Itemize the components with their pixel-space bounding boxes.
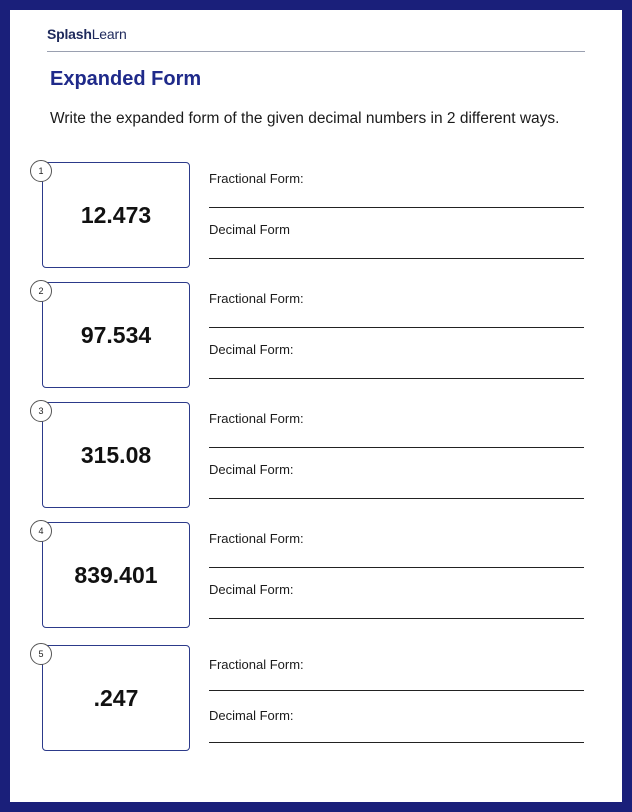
number-box: .247 xyxy=(42,645,190,751)
decimal-form-answer-line[interactable] xyxy=(209,618,584,619)
brand-logo xyxy=(47,26,127,42)
decimal-form-answer-line[interactable] xyxy=(209,742,584,743)
fractional-form-label: Fractional Form: xyxy=(209,411,304,426)
problem-4 xyxy=(10,522,622,632)
fractional-form-label: Fractional Form: xyxy=(209,291,304,306)
fractional-form-label: Fractional Form: xyxy=(209,531,304,546)
decimal-form-label: Decimal Form: xyxy=(209,462,294,477)
decimal-form-label: Decimal Form: xyxy=(209,582,294,597)
decimal-form-answer-line[interactable] xyxy=(209,378,584,379)
page-title: Expanded Form xyxy=(50,68,202,90)
header-divider xyxy=(47,51,585,52)
fractional-form-label: Fractional Form: xyxy=(209,171,304,186)
brand-bold: Splash xyxy=(47,26,92,42)
problem-5 xyxy=(10,645,622,755)
fractional-form-answer-line[interactable] xyxy=(209,567,584,568)
problem-number-badge: 2 xyxy=(30,280,52,302)
problem-number-badge: 1 xyxy=(30,160,52,182)
number-box: 97.534 xyxy=(42,282,190,388)
fractional-form-answer-line[interactable] xyxy=(209,207,584,208)
brand-light: Learn xyxy=(91,26,127,42)
decimal-form-label: Decimal Form xyxy=(209,222,290,237)
fractional-form-answer-line[interactable] xyxy=(209,447,584,448)
instructions: Write the expanded form of the given decimal numbers in 2 different ways. xyxy=(50,110,560,127)
number-box: 839.401 xyxy=(42,522,190,628)
problem-3 xyxy=(10,402,622,512)
problem-number-badge: 3 xyxy=(30,400,52,422)
problem-2 xyxy=(10,282,622,392)
decimal-form-label: Decimal Form: xyxy=(209,342,294,357)
number-box: 315.08 xyxy=(42,402,190,508)
decimal-form-label: Decimal Form: xyxy=(209,708,294,723)
problem-number-badge: 4 xyxy=(30,520,52,542)
decimal-form-answer-line[interactable] xyxy=(209,498,584,499)
number-box: 12.473 xyxy=(42,162,190,268)
fractional-form-answer-line[interactable] xyxy=(209,327,584,328)
fractional-form-label: Fractional Form: xyxy=(209,657,304,672)
fractional-form-answer-line[interactable] xyxy=(209,690,584,691)
worksheet-page xyxy=(10,10,622,802)
decimal-form-answer-line[interactable] xyxy=(209,258,584,259)
problem-number-badge: 5 xyxy=(30,643,52,665)
problem-1 xyxy=(10,162,622,272)
